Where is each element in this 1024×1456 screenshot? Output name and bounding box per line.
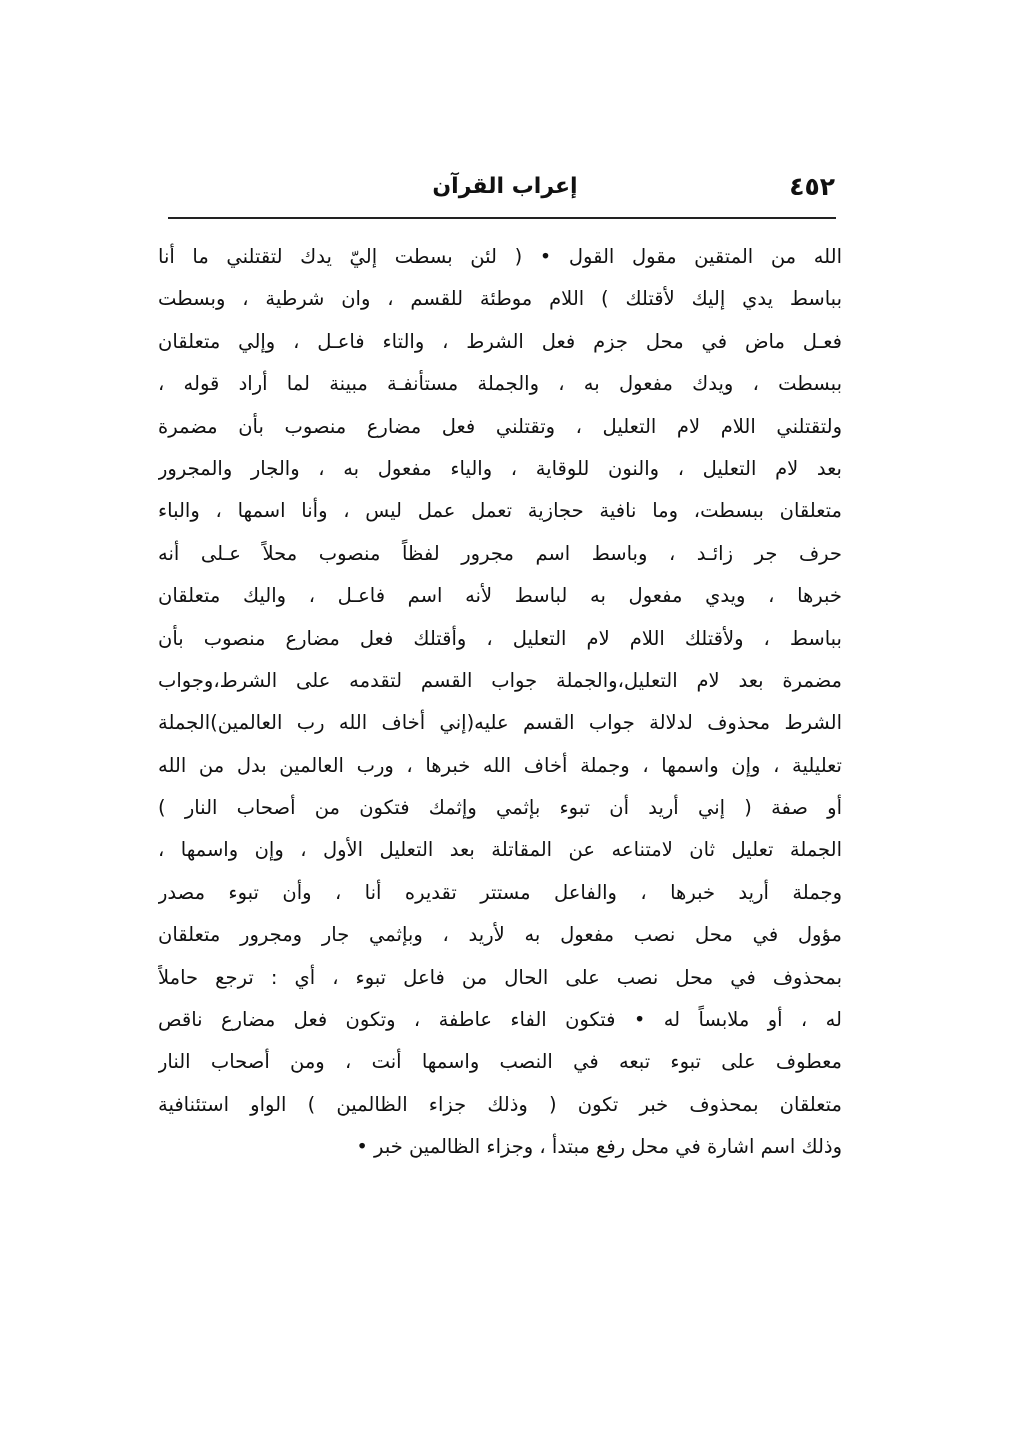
text-line: متعلقان ببسطت، وما نافية حجازية تعمل عمل ليس ، وأنا اسمها ، والباء [158, 499, 842, 523]
text-line: مؤول في محل نصب مفعول به لأريد ، وبإثمي جار ومجرور متعلقان [158, 923, 842, 947]
text-line: مضمرة بعد لام التعليل،والجملة جواب القسم لتقدمه على الشرط،وجواب [158, 668, 842, 692]
text-line: وجملة أريد خبرها ، والفاعل مستتر تقديره أنا ، وأن تبوء مصدر [158, 880, 842, 904]
text-line: خبرها ، ويدي مفعول به لباسط لأنه اسم فاعـل ، واليك متعلقان [158, 584, 842, 608]
text-line: بعد لام التعليل ، والنون للوقاية ، والياء مفعول به ، والجار والمجرور [158, 456, 842, 480]
text-line: وذلك اسم اشارة في محل رفع مبتدأ ، وجزاء الظالمين خبر • [356, 1135, 842, 1159]
text-line: أو صفة ( إني أريد أن تبوء بإثمي وإثمك فتكون من أصحاب النار ) [158, 796, 842, 820]
text-line: بباسط يدي إليك لأقتلك ) اللام موطئة للقسم ، وان شرطية ، وبسطت [158, 287, 842, 311]
text-line: الله من المتقين مقول القول • ( لئن بسطت إليّ يدك لتقتلني ما أنا [158, 245, 842, 268]
text-line: الجملة تعليل ثان لامتناعه عن المقاتلة بعد التعليل الأول ، وإن واسمها ، [158, 838, 842, 862]
text-line: بمحذوف في محل نصب على الحال من فاعل تبوء ، أي : ترجع حاملاً [158, 965, 842, 989]
running-title: إعراب القرآن [432, 174, 578, 199]
text-line: تعليلية ، وإن واسمها ، وجملة أخاف الله خبرها ، ورب العالمين بدل من الله [158, 753, 842, 777]
text-line: الشرط محذوف لدلالة جواب القسم عليه(إني أخاف الله رب العالمين)الجملة [158, 711, 842, 735]
text-line: معطوف على تبوء تبعه في النصب واسمها أنت ، ومن أصحاب النار [158, 1050, 842, 1074]
text-line: فعـل ماض في محل جزم فعل الشرط ، والتاء فاعـل ، وإلي متعلقان [158, 329, 842, 353]
text-line: متعلقان بمحذوف خبر تكون ( وذلك جزاء الظالمين ) الواو استئنافية [158, 1092, 842, 1116]
text-line: بباسط ، ولأقتلك اللام لام التعليل ، وأقتلك فعل مضارع منصوب بأن [158, 626, 842, 650]
text-line: ولتقتلني اللام لام التعليل ، وتقتلني فعل مضارع منصوب بأن مضمرة [158, 414, 842, 438]
body-text [158, 236, 842, 1169]
text-line: ببسطت ، ويدك مفعول به ، والجملة مستأنفـة مبينة لما أراد قوله ، [158, 372, 842, 396]
header-divider [168, 217, 836, 219]
text-line: حرف جر زائـد ، وباسط اسم مجرور لفظاً منصوب محلاً عـلى أنه [158, 541, 842, 565]
page-number: ٤٥٢ [789, 172, 835, 201]
page-header [170, 168, 835, 208]
text-line: له ، أو ملابساً له • فتكون الفاء عاطفة ، وتكون فعل مضارع ناقص [158, 1008, 842, 1032]
